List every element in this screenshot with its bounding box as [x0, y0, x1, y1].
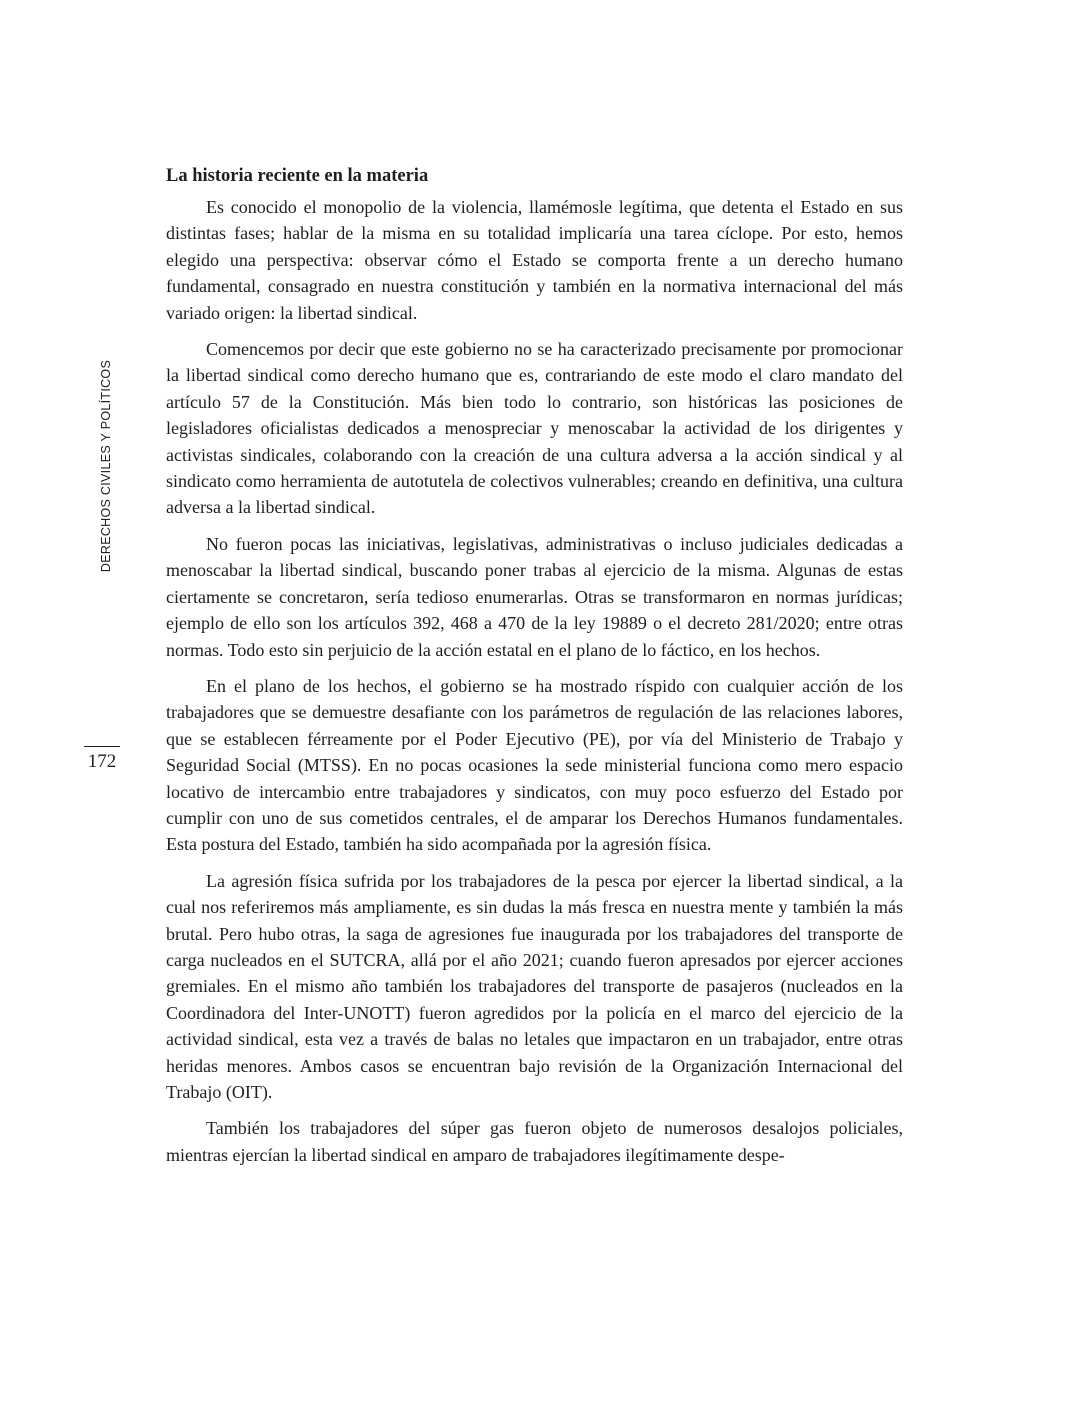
- body-text: [166, 163, 903, 1178]
- paragraph-4: En el plano de los hechos, el gobierno se ha mostrado ríspido con cualquier acción de los trabajadores que se demuestre desafiante con los parámetros de regulación de las relaciones labores, que se establecen férreamente por el Poder Ejecutivo (PE), por vía del Ministerio de Trabajo y Seguridad Social (MTSS). En no pocas ocasiones la sede ministerial funciona como mero espacio locativo de intercambio entre trabajadores y sindicatos, con muy poco esfuerzo del Estado por cumplir con uno de sus cometidos centrales, el de amparar los Derechos Humanos fundamentales. Esta postura del Estado, también ha sido acompañada por la agresión física.: [166, 675, 903, 855]
- page-number: 172: [87, 751, 117, 772]
- page-number-rule: [84, 746, 120, 747]
- paragraph-5: La agresión física sufrida por los trabajadores de la pesca por ejercer la libertad sindical, a la cual nos referiremos más ampliamente, es sin dudas la más fresca en nuestra mente y también la más brutal. Pero hubo otras, la saga de agresiones fue inaugurada por los trabajadores del transporte de carga nucleados en el SUTCRA, allá por el año 2021; cuando fueron apresados por ejercer acciones gremiales. En el mismo año también los trabajadores del transporte de pasajeros (nucleados en la Coordinadora del Inter-UNOTT) fueron agredidos por la policía en el marco del ejercicio de la actividad sindical, esta vez a través de balas no letales que impactaron en un trabajador, entre otras heridas menores. Ambos casos se encuentran bajo revisión de la Organización Internacional del Trabajo (OIT).: [166, 870, 903, 1102]
- paragraph-1: Es conocido el monopolio de la violencia, llamémosle legítima, que detenta el Estado en sus distintas fases; hablar de la misma en su totalidad implicaría una tarea cíclope. Por esto, hemos elegido una perspectiva: observar cómo el Estado se comporta frente a un derecho humano fundamental, consagrado en nuestra constitución y también en la normativa internacional del más variado origen: la libertad sindical.: [166, 197, 903, 323]
- paragraph-2: Comencemos por decir que este gobierno no se ha caracterizado precisamente por promocionar la libertad sindical como derecho humano que es, contrariando de este modo el claro mandato del artículo 57 de la Constitución. Más bien todo lo contrario, son históricas las posiciones de legisladores oficialistas dedicados a menospreciar y menoscabar la actividad de los dirigentes y activistas sindicales, colaborando con la creación de una cultura adversa a la acción sindical y al sindicato como herramienta de autotutela de colectivos vulnerables; creando en definitiva, una cultura adversa a la libertad sindical.: [166, 339, 903, 518]
- running-head: DERECHOS CIVILES Y POLÍTICOS: [99, 359, 113, 573]
- section-title: La historia reciente en la materia: [166, 166, 429, 186]
- paragraph-3: No fueron pocas las iniciativas, legislativas, administrativas o incluso judiciales dedicadas a menoscabar la libertad sindical, buscando poner trabas al ejercicio de la misma. Algunas de estas ciertamente se concretaron, sería tedioso enumerarlas. Otras se transformaron en normas jurídicas; ejemplo de ello son los artículos 392, 468 a 470 de la ley 19889 o el decreto 281/2020; entre otras normas. Todo esto sin perjuicio de la acción estatal en el plano de lo fáctico, en los hechos.: [166, 533, 903, 660]
- paragraph-6: También los trabajadores del súper gas fueron objeto de numerosos desalojos policiales, mientras ejercían la libertad sindical en amparo de trabajadores ilegítimamente despe-: [166, 1118, 903, 1165]
